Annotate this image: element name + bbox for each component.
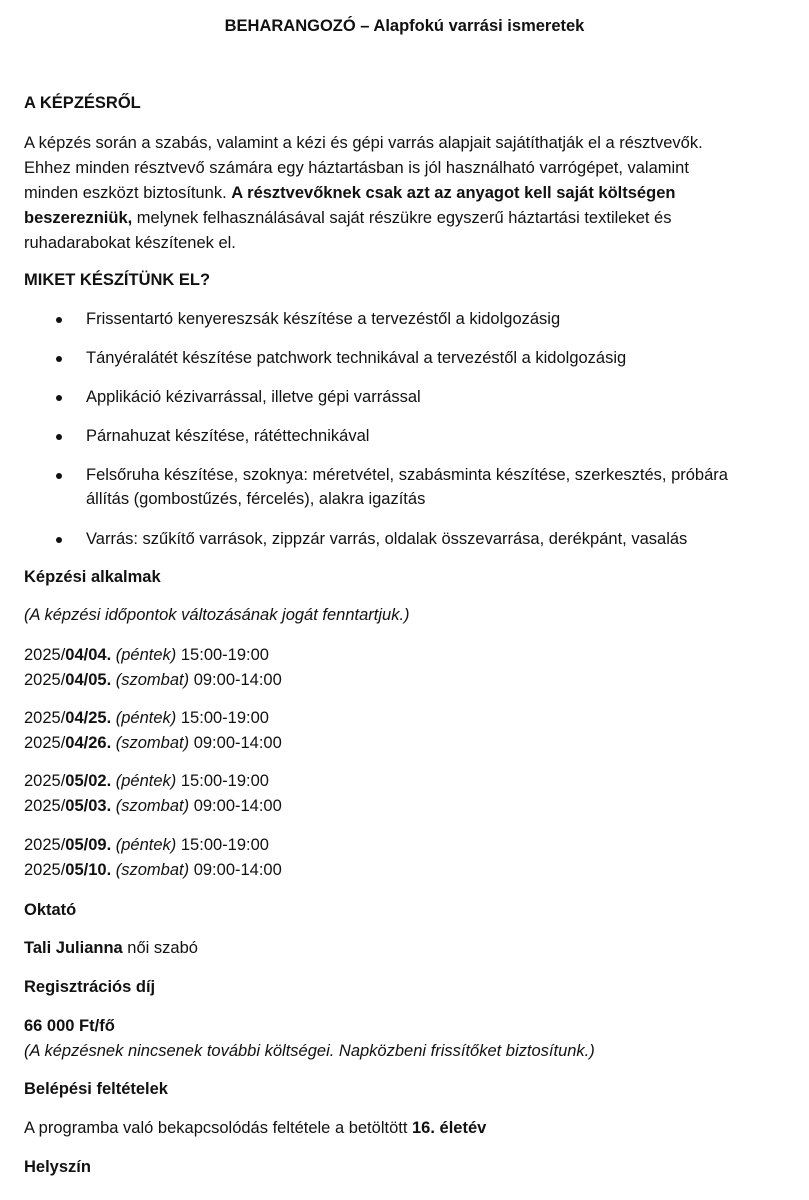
sessions-note <box>24 603 410 627</box>
session-day: (szombat) <box>115 734 190 752</box>
session-year: 2025/ <box>24 671 66 689</box>
session-year: 2025/ <box>24 797 66 815</box>
document-title: BEHARANGOZÓ – Alapfokú varrási ismeretek <box>224 17 585 35</box>
bullet-icon <box>56 317 62 323</box>
session-date-row <box>24 706 269 730</box>
session-date: 05/09. <box>65 836 112 854</box>
list-item-line: Felsőruha készítése, szoknya: méretvétel, szabásminta készítése, szerkesztés, próbára <box>86 466 728 484</box>
session-year: 2025/ <box>24 772 66 790</box>
session-date: 04/05. <box>65 671 112 689</box>
list-item-text <box>86 527 687 551</box>
bullet-icon <box>56 395 62 401</box>
session-year: 2025/ <box>24 734 66 752</box>
session-date: 04/26. <box>65 734 112 752</box>
instructor-name: Tali Julianna <box>24 939 123 957</box>
entry-text <box>24 1116 486 1140</box>
sessions-heading: Képzési alkalmak <box>24 568 161 586</box>
about-text: Ehhez minden résztvevő számára egy háztartásban is jól használható varrógépet, valamint <box>24 159 689 177</box>
list-item-line: Varrás: szűkítő varrások, zippzár varrás, oldalak összevarrása, derékpánt, vasalás <box>86 530 688 548</box>
list-item-text <box>86 463 728 511</box>
entry-text-plain: A programba való bekapcsolódás feltétele a betöltött <box>24 1119 412 1137</box>
session-date: 05/03. <box>65 797 112 815</box>
about-paragraph <box>24 131 794 256</box>
session-date-row <box>24 769 269 793</box>
about-line <box>24 156 794 181</box>
session-year: 2025/ <box>24 646 66 664</box>
session-day: (péntek) <box>115 646 177 664</box>
location-heading: Helyszín <box>24 1158 91 1176</box>
about-bold-text: beszerezniük, <box>24 209 133 227</box>
session-day: (szombat) <box>115 861 190 879</box>
list-item-line: Frissentartó kenyereszsák készítése a tervezéstől a kidolgozásig <box>86 310 561 328</box>
session-day: (szombat) <box>115 671 190 689</box>
fee-note <box>24 1039 595 1063</box>
instructor-role: női szabó <box>122 939 198 957</box>
about-line <box>24 206 794 231</box>
session-date-row <box>24 731 282 755</box>
about-text: minden eszközt biztosítunk. <box>24 184 232 202</box>
session-day: (péntek) <box>115 772 177 790</box>
session-date-row <box>24 858 282 882</box>
session-day: (péntek) <box>115 709 177 727</box>
about-line <box>24 131 794 156</box>
session-day: (szombat) <box>115 797 190 815</box>
session-time: 09:00-14:00 <box>189 861 282 879</box>
session-date: 05/02. <box>65 772 112 790</box>
list-item-line: Applikáció kézivarrással, illetve gépi varrással <box>86 388 421 406</box>
session-time: 09:00-14:00 <box>189 734 282 752</box>
list-item-text <box>86 307 560 331</box>
session-time: 09:00-14:00 <box>189 797 282 815</box>
session-time: 15:00-19:00 <box>176 836 269 854</box>
session-date-row <box>24 833 269 857</box>
session-year: 2025/ <box>24 709 66 727</box>
fee-heading: Regisztrációs díj <box>24 978 156 996</box>
about-line <box>24 181 794 206</box>
about-text: A képzés során a szabás, valamint a kézi és gépi varrás alapjait sajátíthatják el a résztvevők. <box>24 134 703 152</box>
list-item-line: állítás (gombostűzés, fércelés), alakra igazítás <box>86 490 426 508</box>
bullet-icon <box>56 537 62 543</box>
list-item-line: Párnahuzat készítése, rátéttechnikával <box>86 427 370 445</box>
session-date: 04/25. <box>65 709 112 727</box>
instructor-line <box>24 936 198 960</box>
instructor-heading: Oktató <box>24 901 77 919</box>
about-text: melynek felhasználásával saját részükre egyszerű háztartási textileket és <box>132 209 672 227</box>
sessions-note-text: (A képzési időpontok változásának jogát fenntartjuk.) <box>24 606 410 624</box>
entry-heading: Belépési feltételek <box>24 1080 168 1098</box>
fee-note-text: (A képzésnek nincsenek további költségei. Napközbeni frissítőket biztosítunk.) <box>24 1042 595 1060</box>
bullet-icon <box>56 434 62 440</box>
session-date: 04/04. <box>65 646 112 664</box>
list-item-text <box>86 385 421 409</box>
about-heading: A KÉPZÉSRŐL <box>24 94 141 112</box>
session-time: 15:00-19:00 <box>176 646 269 664</box>
about-bold-text: A résztvevőknek csak azt az anyagot kell saját költségen <box>231 184 676 202</box>
session-time: 15:00-19:00 <box>176 709 269 727</box>
session-time: 09:00-14:00 <box>189 671 282 689</box>
session-date-row <box>24 643 269 667</box>
list-item-text <box>86 424 369 448</box>
session-date-row <box>24 668 282 692</box>
fee-amount: 66 000 Ft/fő <box>24 1017 115 1035</box>
session-year: 2025/ <box>24 836 66 854</box>
about-text: ruhadarabokat készítenek el. <box>24 234 236 252</box>
what-we-make-heading: MIKET KÉSZÍTÜNK EL? <box>24 271 211 289</box>
bullet-icon <box>56 356 62 362</box>
session-date: 05/10. <box>65 861 112 879</box>
list-item-text <box>86 346 626 370</box>
session-date-row <box>24 794 282 818</box>
entry-age: 16. életév <box>412 1119 487 1137</box>
list-item-line: Tányéralátét készítése patchwork technikával a tervezéstől a kidolgozásig <box>86 349 627 367</box>
about-line <box>24 231 794 256</box>
session-year: 2025/ <box>24 861 66 879</box>
session-time: 15:00-19:00 <box>176 772 269 790</box>
bullet-icon <box>56 473 62 479</box>
session-day: (péntek) <box>115 836 177 854</box>
